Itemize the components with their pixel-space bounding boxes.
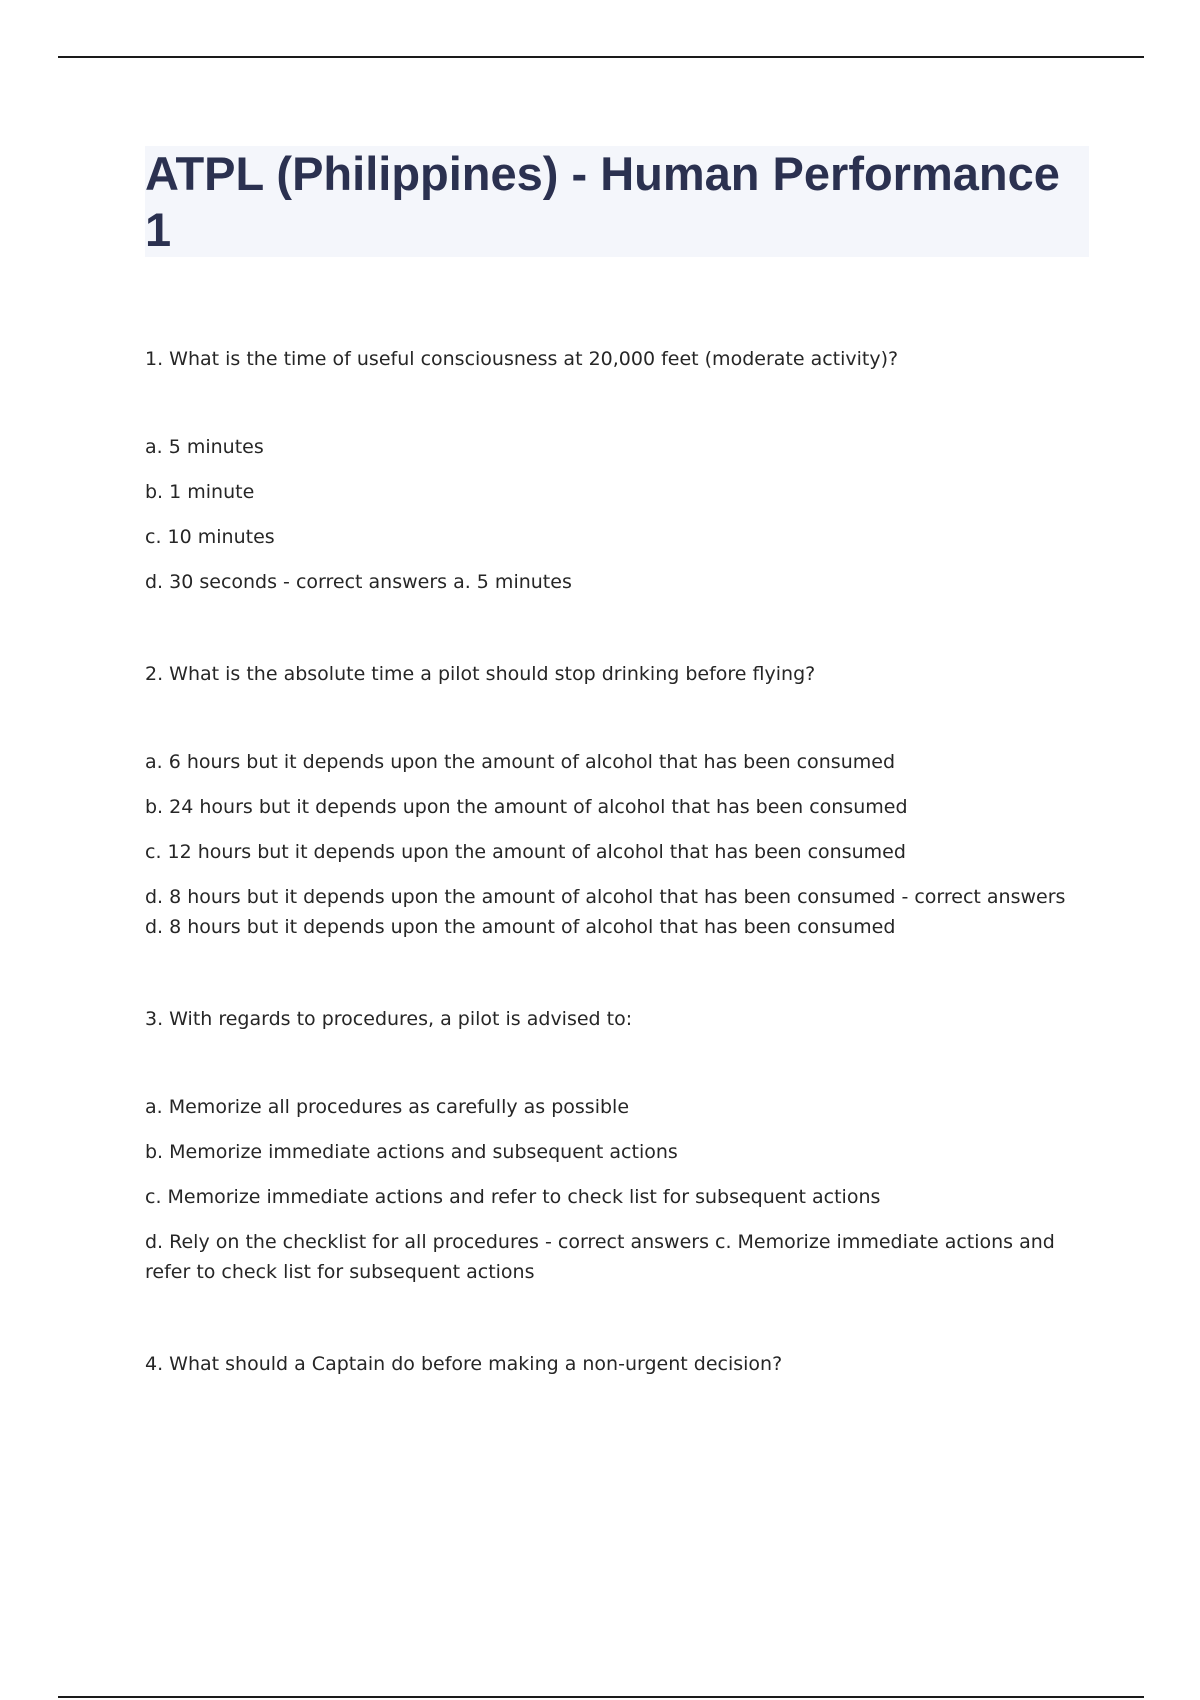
answer-option: a. 5 minutes [145, 436, 264, 458]
title-banner [145, 146, 1089, 257]
question-text: 3. With regards to procedures, a pilot is advised to: [145, 1008, 633, 1030]
answer-option: a. 6 hours but it depends upon the amount of alcohol that has been consumed [145, 751, 895, 773]
answer-option: c. 10 minutes [145, 526, 275, 548]
answer-option: d. 30 seconds - correct answers a. 5 minutes [145, 571, 572, 593]
question-text: 2. What is the absolute time a pilot should stop drinking before flying? [145, 663, 816, 685]
question-block-4 [145, 1349, 1089, 1379]
answer-option: a. Memorize all procedures as carefully as possible [145, 1096, 630, 1118]
question-text: 1. What is the time of useful consciousness at 20,000 feet (moderate activity)? [145, 348, 899, 370]
document-title: ATPL (Philippines) - Human Performance 1 [145, 147, 1060, 256]
question-list [145, 344, 1089, 1437]
answer-option: b. 1 minute [145, 481, 255, 503]
answer-option: b. Memorize immediate actions and subsequent actions [145, 1141, 678, 1163]
answer-option: c. 12 hours but it depends upon the amount of alcohol that has been consumed [145, 841, 906, 863]
answer-option: c. Memorize immediate actions and refer to check list for subsequent actions [145, 1186, 881, 1208]
footer-rule [58, 1696, 1144, 1698]
answer-option: d. Rely on the checklist for all procedures - correct answers c. Memorize immediate actions and refer to check list for subsequent actions [145, 1231, 1055, 1283]
question-text: 4. What should a Captain do before making a non-urgent decision? [145, 1353, 783, 1375]
question-block-2 [145, 659, 1089, 942]
answer-option: b. 24 hours but it depends upon the amount of alcohol that has been consumed [145, 796, 908, 818]
question-block-3 [145, 1004, 1089, 1287]
answer-option: d. 8 hours but it depends upon the amount of alcohol that has been consumed - correct answers d. 8 hours but it depends upon the amount of alcohol that has been consumed [145, 886, 1066, 938]
question-block-1 [145, 344, 1089, 597]
header-rule [58, 56, 1144, 58]
